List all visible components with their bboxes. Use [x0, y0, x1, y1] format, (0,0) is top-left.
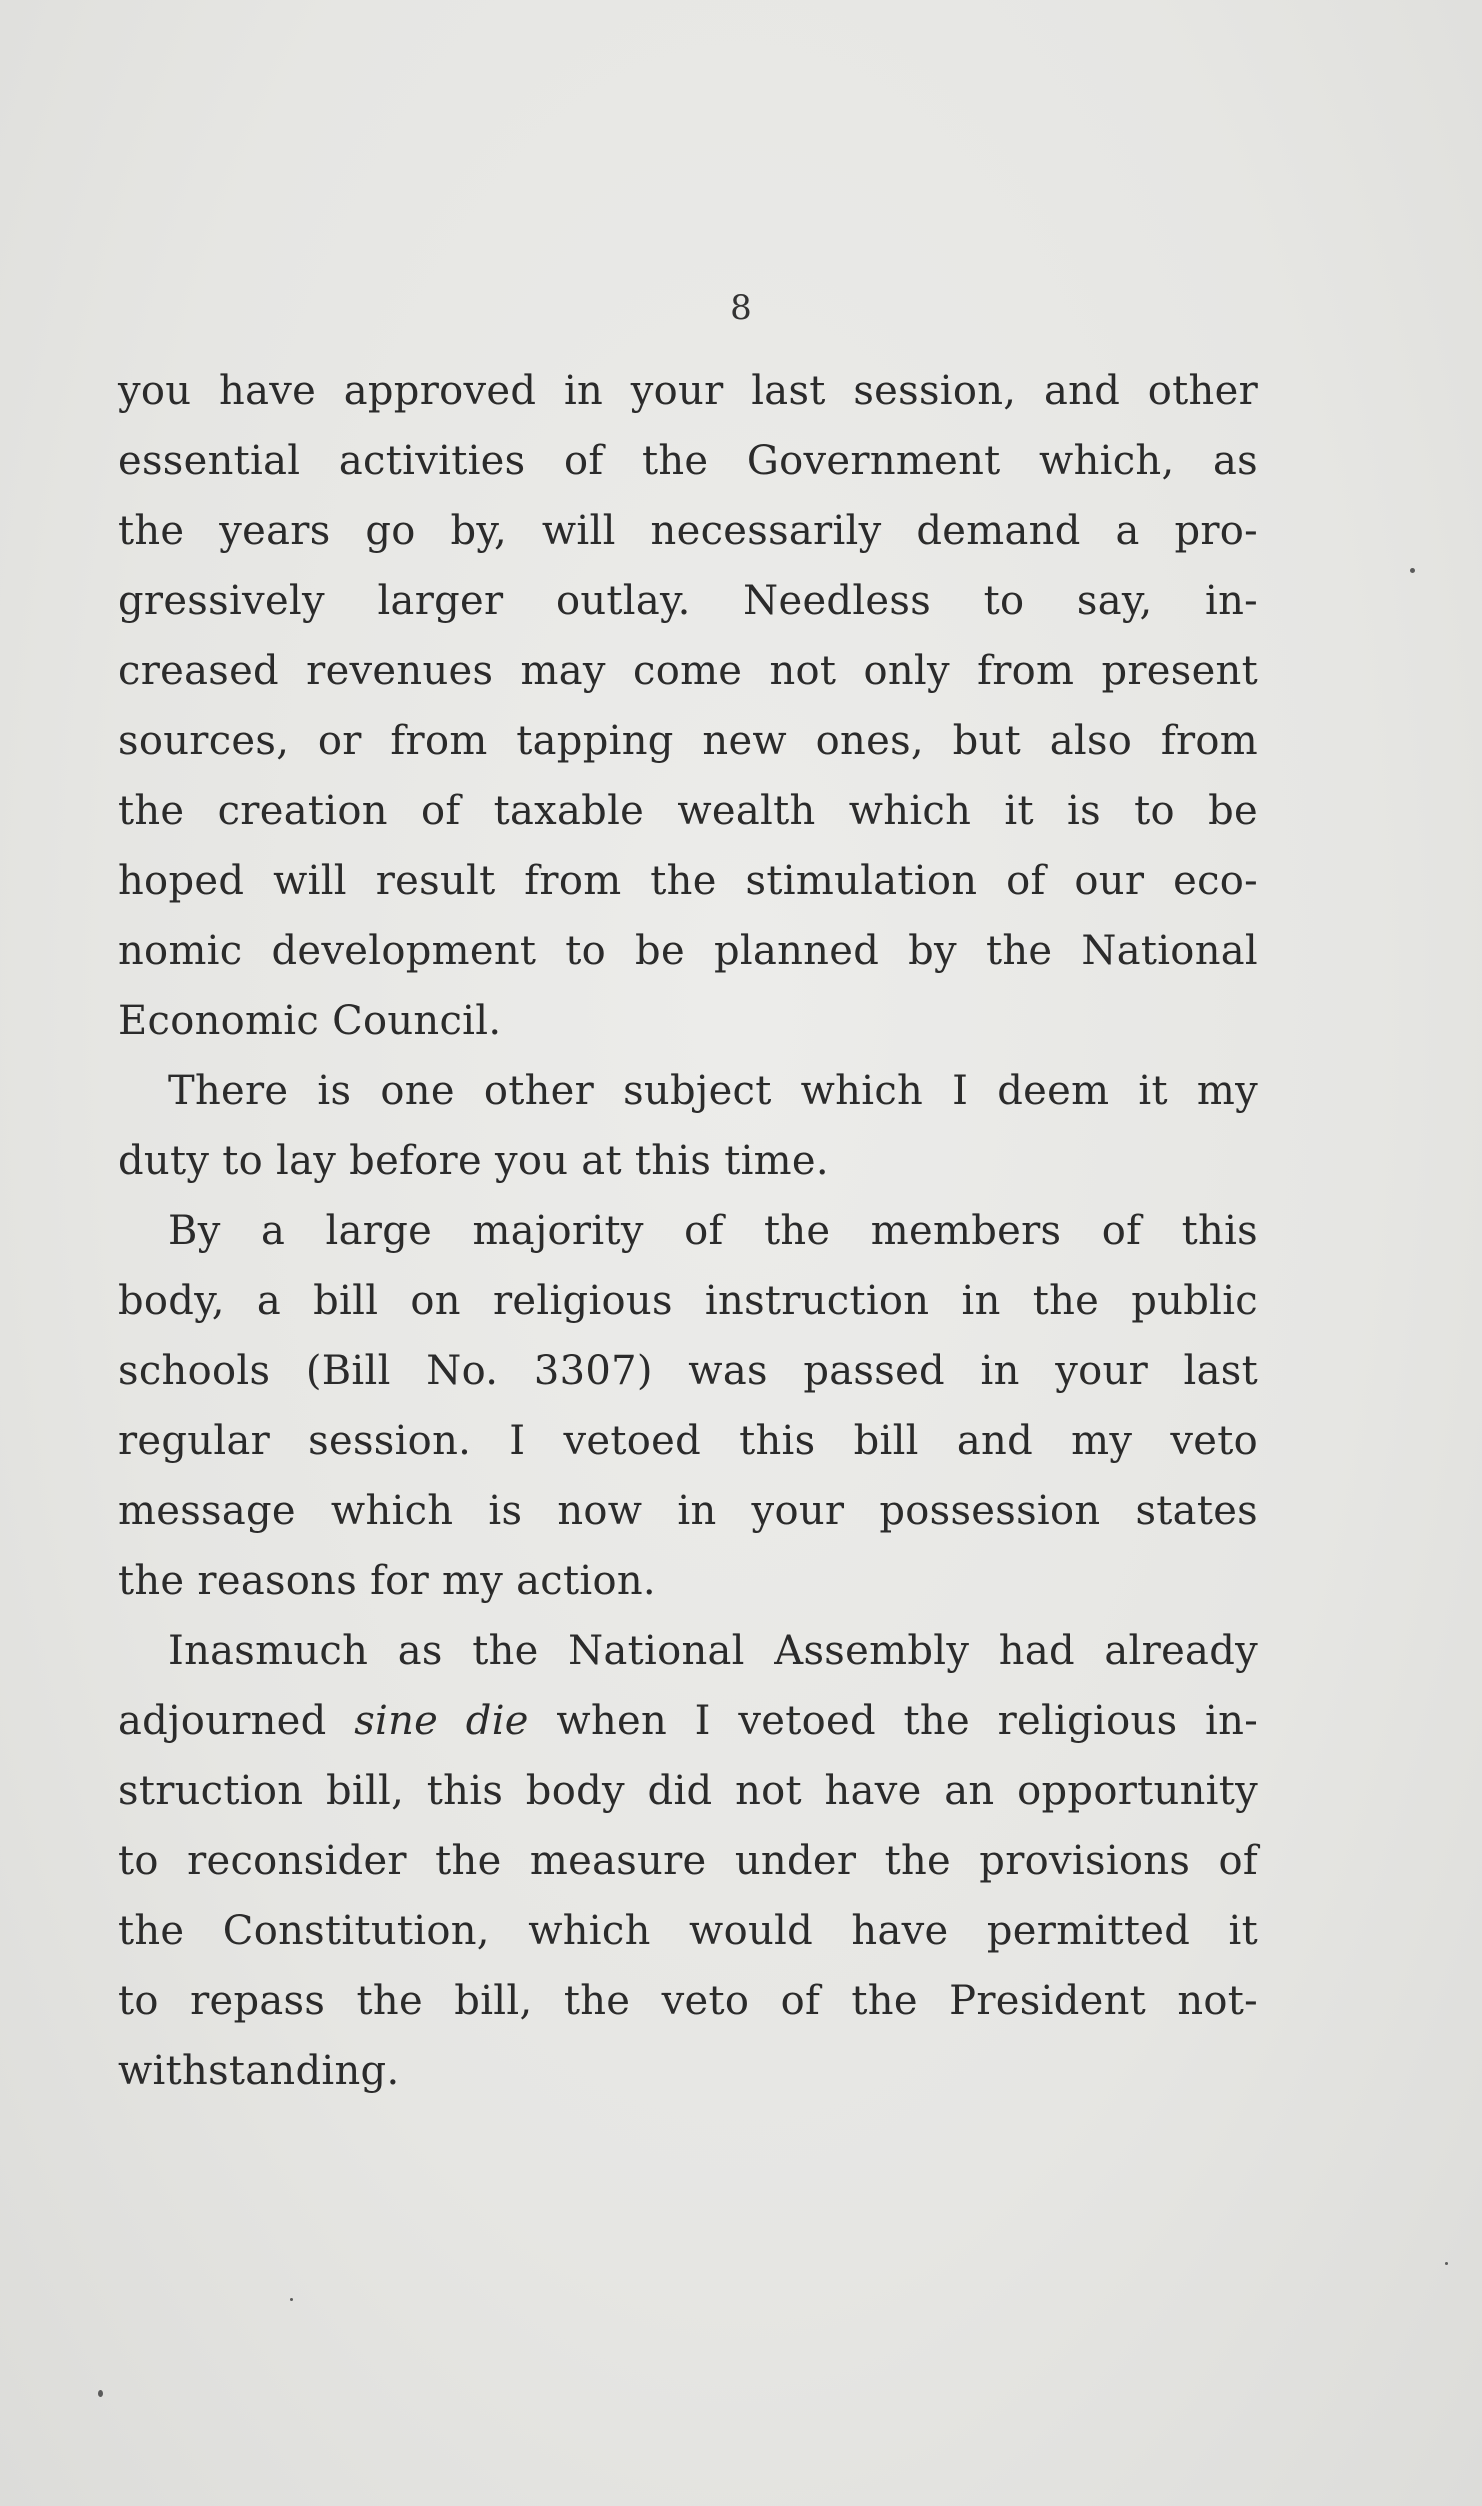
text-line: By a large majority of the members of this [168, 1208, 1258, 1254]
text-line: the reasons for my action. [118, 1558, 656, 1604]
text-line: the creation of taxable wealth which it is to be [118, 788, 1258, 834]
paragraph-2 [118, 1056, 1258, 1196]
paragraph-1 [118, 356, 1258, 1056]
text-line: sources, or from tapping new ones, but also from [118, 718, 1258, 764]
text-line: message which is now in your possession states [118, 1488, 1258, 1534]
page-number: 8 [730, 288, 752, 328]
text-line: schools (Bill No. 3307) was passed in your last [118, 1348, 1258, 1394]
text-line: gressively larger outlay. Needless to say, in- [118, 578, 1258, 624]
paragraph-4 [118, 1616, 1258, 2106]
body-text [118, 356, 1258, 2106]
text-run: when I vetoed the religious in- [556, 1698, 1259, 1744]
text-line [118, 1686, 1258, 1756]
text-line: Economic Council. [118, 998, 502, 1044]
text-line: you have approved in your last session, and other [118, 368, 1258, 414]
paper-speck [98, 2390, 103, 2397]
italic-phrase: sine die [354, 1698, 529, 1744]
text-line: essential activities of the Government which, as [118, 438, 1258, 484]
paragraph-3 [118, 1196, 1258, 1616]
text-line: the years go by, will necessarily demand a pro- [118, 508, 1258, 554]
paper-speck [290, 2298, 293, 2301]
text-line: to repass the bill, the veto of the President not- [118, 1978, 1258, 2024]
text-line: There is one other subject which I deem it my [168, 1068, 1258, 1114]
text-line: hoped will result from the stimulation of our eco- [118, 858, 1258, 904]
text-line: regular session. I vetoed this bill and my veto [118, 1418, 1258, 1464]
paper-speck [1410, 568, 1415, 573]
text-line: Inasmuch as the National Assembly had already [168, 1628, 1258, 1674]
text-line: struction bill, this body did not have an opportunity [118, 1768, 1258, 1814]
text-line: duty to lay before you at this time. [118, 1138, 829, 1184]
paper-speck [1445, 2262, 1448, 2265]
text-line: nomic development to be planned by the National [118, 928, 1258, 974]
text-run: adjourned [118, 1698, 327, 1744]
text-line: to reconsider the measure under the provisions of [118, 1838, 1258, 1884]
text-line: creased revenues may come not only from present [118, 648, 1258, 694]
text-line: body, a bill on religious instruction in the public [118, 1278, 1258, 1324]
text-line: the Constitution, which would have permitted it [118, 1908, 1258, 1954]
text-line: withstanding. [118, 2048, 400, 2094]
